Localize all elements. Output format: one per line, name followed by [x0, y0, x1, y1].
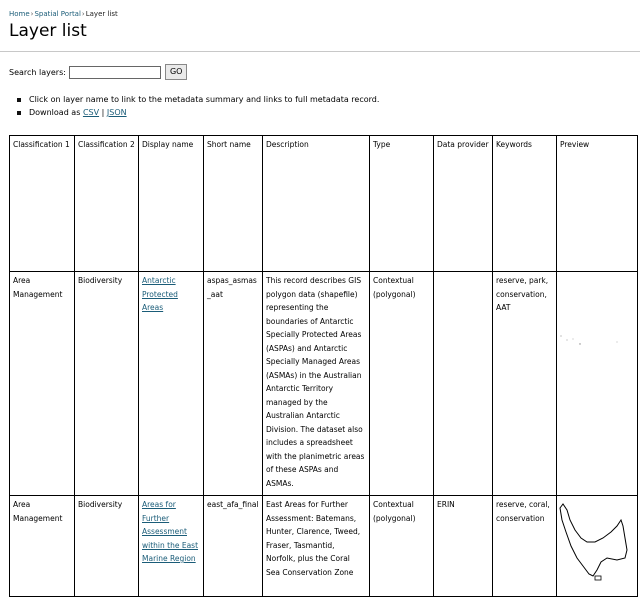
- info-list: [17, 93, 379, 119]
- header-short-name[interactable]: Short name: [204, 136, 263, 272]
- go-button[interactable]: GO: [165, 64, 188, 80]
- cell-description: This record describes GIS polygon data (shapefile) representing the boundaries of Antarctic Specially Protected Areas (ASPAs) and Antarctic Specially Managed Areas (ASMAs) in the Australian Antarctic Territory managed by the Australian Antarctic Division. The dataset also includes a spreadsheet with the planimetric areas of these ASPAs and ASMAs.: [263, 272, 370, 496]
- cell-preview: [557, 272, 638, 496]
- layer-table: [9, 135, 638, 597]
- cell-data-provider: ERIN: [434, 496, 493, 597]
- layer-preview-image[interactable]: [557, 496, 637, 596]
- download-prefix: Download as: [29, 108, 81, 117]
- cell-type: Contextual (polygonal): [370, 496, 434, 597]
- cell-display-name: [139, 272, 204, 496]
- layer-name-link[interactable]: Areas for Further Assessment within the East Marine Region: [142, 500, 199, 563]
- cell-classification-1: Area Management: [10, 496, 75, 597]
- search-bar: [9, 64, 187, 80]
- header-type[interactable]: Type: [370, 136, 434, 272]
- download-separator: |: [101, 108, 105, 117]
- header-keywords[interactable]: Keywords: [493, 136, 557, 272]
- cell-preview: [557, 496, 638, 597]
- header-divider: [0, 51, 640, 52]
- table-row: [10, 496, 638, 597]
- header-preview: Preview: [557, 136, 638, 272]
- cell-type: Contextual (polygonal): [370, 272, 434, 496]
- cell-description: East Areas for Further Assessment: Batemans, Hunter, Clarence, Tweed, Fraser, Tasmantid, Norfolk, plus the Coral Sea Conservation Zone: [263, 496, 370, 597]
- breadcrumb-separator: ›: [81, 10, 85, 18]
- breadcrumb-portal-link[interactable]: Spatial Portal: [34, 10, 81, 18]
- table-header-row: [10, 136, 638, 272]
- cell-keywords: reserve, coral, conservation: [493, 496, 557, 597]
- header-classification-2[interactable]: Classification 2: [75, 136, 139, 272]
- layer-preview-image[interactable]: [557, 272, 637, 495]
- header-data-provider[interactable]: Data provider: [434, 136, 493, 272]
- breadcrumb-separator: ›: [30, 10, 34, 18]
- cell-short-name: aspas_asmas_aat: [204, 272, 263, 496]
- breadcrumb-home-link[interactable]: Home: [9, 10, 30, 18]
- cell-classification-2: Biodiversity: [75, 496, 139, 597]
- table-row: [10, 272, 638, 496]
- header-classification-1[interactable]: Classification 1: [10, 136, 75, 272]
- header-description[interactable]: Description: [263, 136, 370, 272]
- info-item-download: [17, 106, 379, 119]
- info-metadata-text: Click on layer name to link to the metadata summary and links to full metadata record.: [29, 95, 380, 104]
- info-item-metadata: [17, 93, 379, 106]
- cell-classification-2: Biodiversity: [75, 272, 139, 496]
- cell-classification-1: Area Management: [10, 272, 75, 496]
- cell-data-provider: [434, 272, 493, 496]
- breadcrumb: [9, 10, 118, 18]
- download-json-link[interactable]: JSON: [106, 108, 127, 117]
- cell-keywords: reserve, park, conservation, AAT: [493, 272, 557, 496]
- page-title: Layer list: [9, 21, 87, 41]
- breadcrumb-current: Layer list: [85, 10, 118, 18]
- layer-name-link[interactable]: Antarctic Protected Areas: [142, 276, 178, 312]
- download-csv-link[interactable]: CSV: [82, 108, 100, 117]
- cell-short-name: east_afa_final: [204, 496, 263, 597]
- search-label: Search layers:: [9, 67, 66, 77]
- header-display-name[interactable]: Display name: [139, 136, 204, 272]
- cell-display-name: [139, 496, 204, 597]
- search-input[interactable]: [69, 66, 161, 79]
